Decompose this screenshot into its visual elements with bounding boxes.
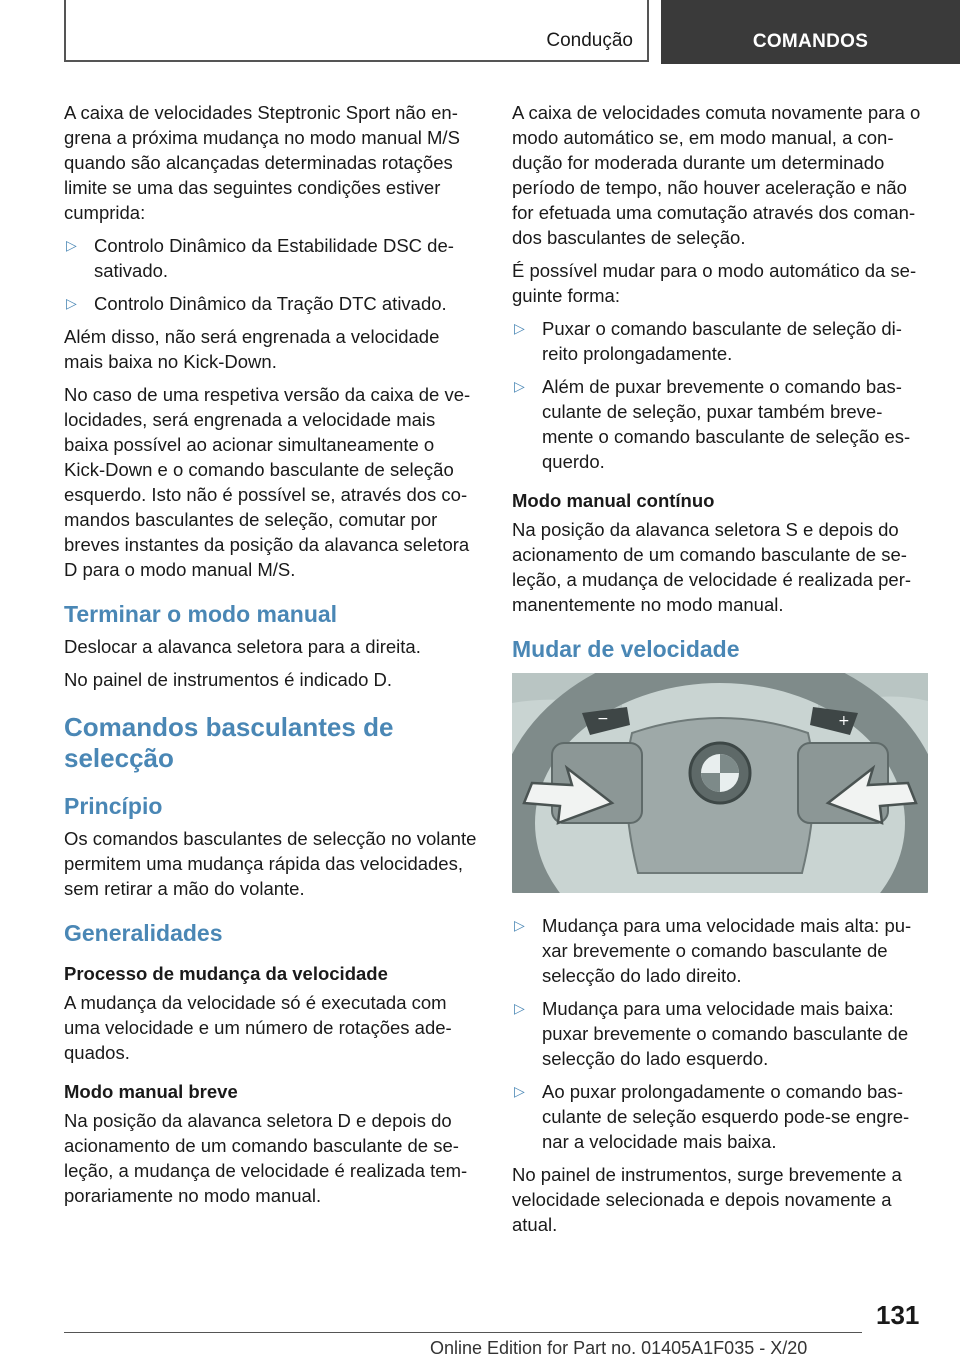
header-chapter-title: COMANDOS [752,31,869,52]
triangle-bullet-icon: ▷ [514,1000,525,1016]
paragraph: No painel de instrumentos é indicado D. [64,669,393,690]
list-item [512,913,926,988]
list-item-text: Puxar o comando basculante de seleção direito prolongadamente. [542,318,902,364]
heading-principio: Princípio [64,793,163,819]
paragraph: É possível mudar para o modo automático da seguinte forma: [512,260,917,306]
triangle-bullet-icon: ▷ [514,320,525,336]
paragraph: Deslocar a alavanca seletora para a direita. [64,636,421,657]
list-item-text: Ao puxar prolongadamente o comando basculante de seleção esquerdo pode-se engrenar a velocidade mais baixa. [542,1081,910,1152]
bullet-list [512,913,926,1154]
heading-breve: Modo manual breve [64,1081,238,1102]
heading-mudar: Mudar de velocidade [512,636,740,662]
paragraph: Na posição da alavanca seletora D e depois do acionamento de um comando basculante de seleção, a mudança de velocidade é realizada temporariamente no modo manual. [64,1110,468,1206]
heading-continuo: Modo manual contínuo [512,490,715,511]
footer-edition: Online Edition for Part no. 01405A1F035 - X/20 [430,1338,808,1358]
triangle-bullet-icon: ▷ [514,378,525,394]
page-number: 131 [876,1300,920,1330]
list-item-text: Além de puxar brevemente o comando basculante de seleção, puxar também brevemente o comando basculante de seleção esquerdo. [542,376,911,472]
minus-label: − [597,711,609,727]
bullet-list [64,233,478,316]
paragraph: A mudança da velocidade só é executada com uma velocidade e um número de rotações adequados. [64,992,452,1063]
header-chapter-box [661,0,960,64]
list-item [512,374,926,474]
triangle-bullet-icon: ▷ [66,237,77,253]
header-section-box [64,0,649,62]
heading-terminar: Terminar o modo manual [64,601,338,627]
triangle-bullet-icon: ▷ [66,295,77,311]
list-item-text: Controlo Dinâmico da Tração DTC ativado. [94,293,447,314]
heading-comandos: Comandos basculantes de selecção [64,712,394,773]
list-item [512,316,926,366]
steering-wheel-figure [512,673,928,893]
list-item [512,1079,926,1154]
list-item-text: Mudança para uma velocidade mais baixa: puxar brevemente o comando basculante de selecção do lado esquerdo. [542,998,909,1069]
list-item-text: Controlo Dinâmico da Estabilidade DSC desativado. [94,235,454,281]
list-item [512,996,926,1071]
paragraph: No painel de instrumentos, surge brevemente a velocidade selecionada e depois novamente a atual. [512,1164,902,1235]
heading-generalidades: Generalidades [64,920,223,946]
triangle-bullet-icon: ▷ [514,917,525,933]
paragraph: A caixa de velocidades comuta novamente para o modo automático se, em modo manual, a condução for moderada durante um determinado período de tempo, não houver aceleração e não for efetuada uma comutação através dos comandos basculantes de seleção. [512,102,921,248]
list-item [64,233,478,283]
paragraph: A caixa de velocidades Steptronic Sport não engrena a próxima mudança no modo manual M/S quando são alcançadas determinadas rotações limite se uma das seguintes condições estiver cumprida: [64,102,460,223]
list-item-text: Mudança para uma velocidade mais alta: puxar brevemente o comando basculante de selecção do lado direito. [542,915,912,986]
list-item [64,291,478,316]
paragraph: Além disso, não será engrenada a velocidade mais baixa no Kick-Down. [64,326,440,372]
heading-processo: Processo de mudança da velocidade [64,963,388,984]
paragraph: No caso de uma respetiva versão da caixa de velocidades, será engrenada a velocidade mais baixa possível ao acionar simultaneamente o Kick-Down e o comando basculante de seleção esquerdo. Isto não é possível se, através dos comandos basculantes de seleção, comutar por breves instantes da posição da alavanca seletora D para o modo manual M/S. [64,384,471,580]
right-column [512,100,926,1245]
header-section-title: Condução [546,30,633,51]
footer-divider [64,1332,862,1333]
left-column [64,100,478,1216]
paragraph: Na posição da alavanca seletora S e depois do acionamento de um comando basculante de seleção, a mudança de velocidade é realizada permanentemente no modo manual. [512,519,912,615]
plus-label: + [838,713,850,729]
triangle-bullet-icon: ▷ [514,1083,525,1099]
paragraph: Os comandos basculantes de selecção no volante permitem uma mudança rápida das velocidades, sem retirar a mão do volante. [64,828,477,899]
bullet-list [512,316,926,474]
